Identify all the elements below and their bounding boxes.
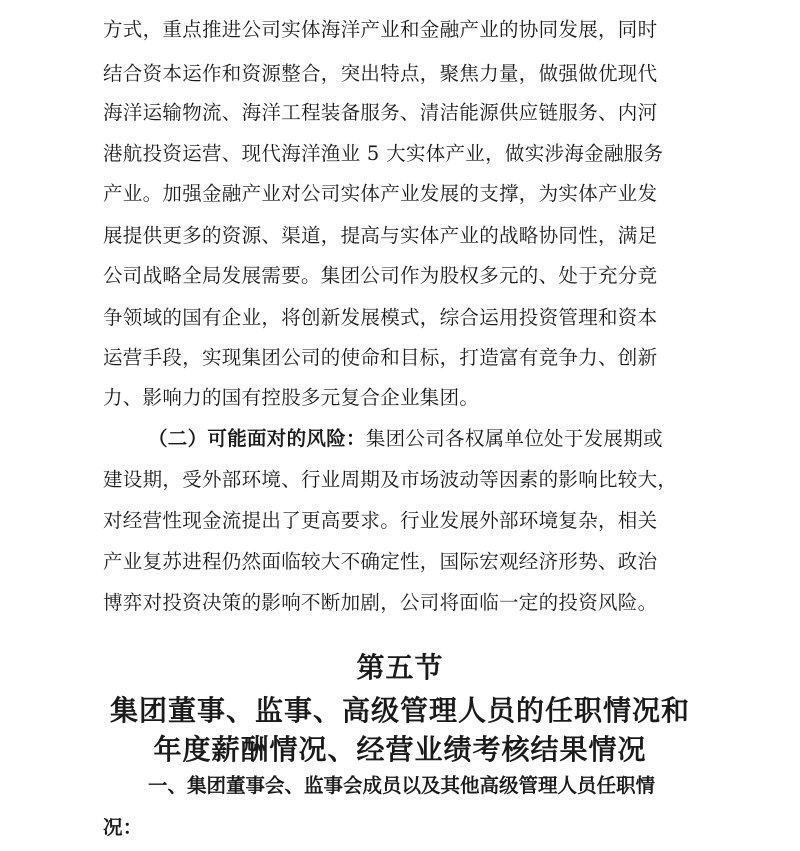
paragraph2-lead-rest: 集团公司各权属单位处于发展期或 xyxy=(365,427,663,450)
paragraph1-line-4: 港航投资运营、现代海洋渔业 5 大实体产业，做实涉海金融服务 xyxy=(103,142,664,165)
paragraph1-line-8: 争领域的国有企业，将创新发展模式，综合运用投资管理和资本 xyxy=(103,306,658,329)
paragraph2-line-5: 博弈对投资决策的影响不断加剧，公司将面临一定的投资风险。 xyxy=(103,591,658,614)
subsection-heading-line-2: 况： xyxy=(103,816,143,839)
paragraph1-line-10: 力、影响力的国有控股多元复合企业集团。 xyxy=(103,386,480,409)
paragraph2-line-2: 建设期，受外部环境、行业周期及市场波动等因素的影响比较大， xyxy=(103,468,678,491)
paragraph1-line-5: 产业。加强金融产业对公司实体产业发展的支撑，为实体产业发 xyxy=(103,182,658,205)
paragraph1-line-1: 方式，重点推进公司实体海洋产业和金融产业的协同发展，同时 xyxy=(103,18,658,41)
section-number: 第五节 xyxy=(356,651,444,684)
paragraph2-line-4: 产业复苏进程仍然面临较大不确定性，国际宏观经济形势、政治 xyxy=(103,550,658,573)
paragraph1-line-2: 结合资本运作和资源整合，突出特点，聚焦力量，做强做优现代 xyxy=(103,62,658,85)
paragraph2-first-line xyxy=(148,426,708,452)
section-title-line-2: 年度薪酬情况、经营业绩考核结果情况 xyxy=(153,733,647,766)
section-title-line-1: 集团董事、监事、高级管理人员的任职情况和 xyxy=(109,694,690,727)
paragraph2-line-3: 对经营性现金流提出了更高要求。行业发展外部环境复杂，相关 xyxy=(103,509,658,532)
risk-subheading: （二）可能面对的风险： xyxy=(148,427,366,450)
paragraph1-line-9: 运营手段，实现集团公司的使命和目标，打造富有竞争力、创新 xyxy=(103,346,658,369)
paragraph1-line-6: 展提供更多的资源、渠道，提高与实体产业的战略协同性，满足 xyxy=(103,224,658,247)
subsection-heading-line-1: 一、集团董事会、监事会成员以及其他高级管理人员任职情 xyxy=(148,774,656,797)
paragraph1-line-3: 海洋运输物流、海洋工程装备服务、清洁能源供应链服务、内河 xyxy=(103,101,658,124)
paragraph1-line-7: 公司战略全局发展需要。集团公司作为股权多元的、处于充分竞 xyxy=(103,264,658,287)
